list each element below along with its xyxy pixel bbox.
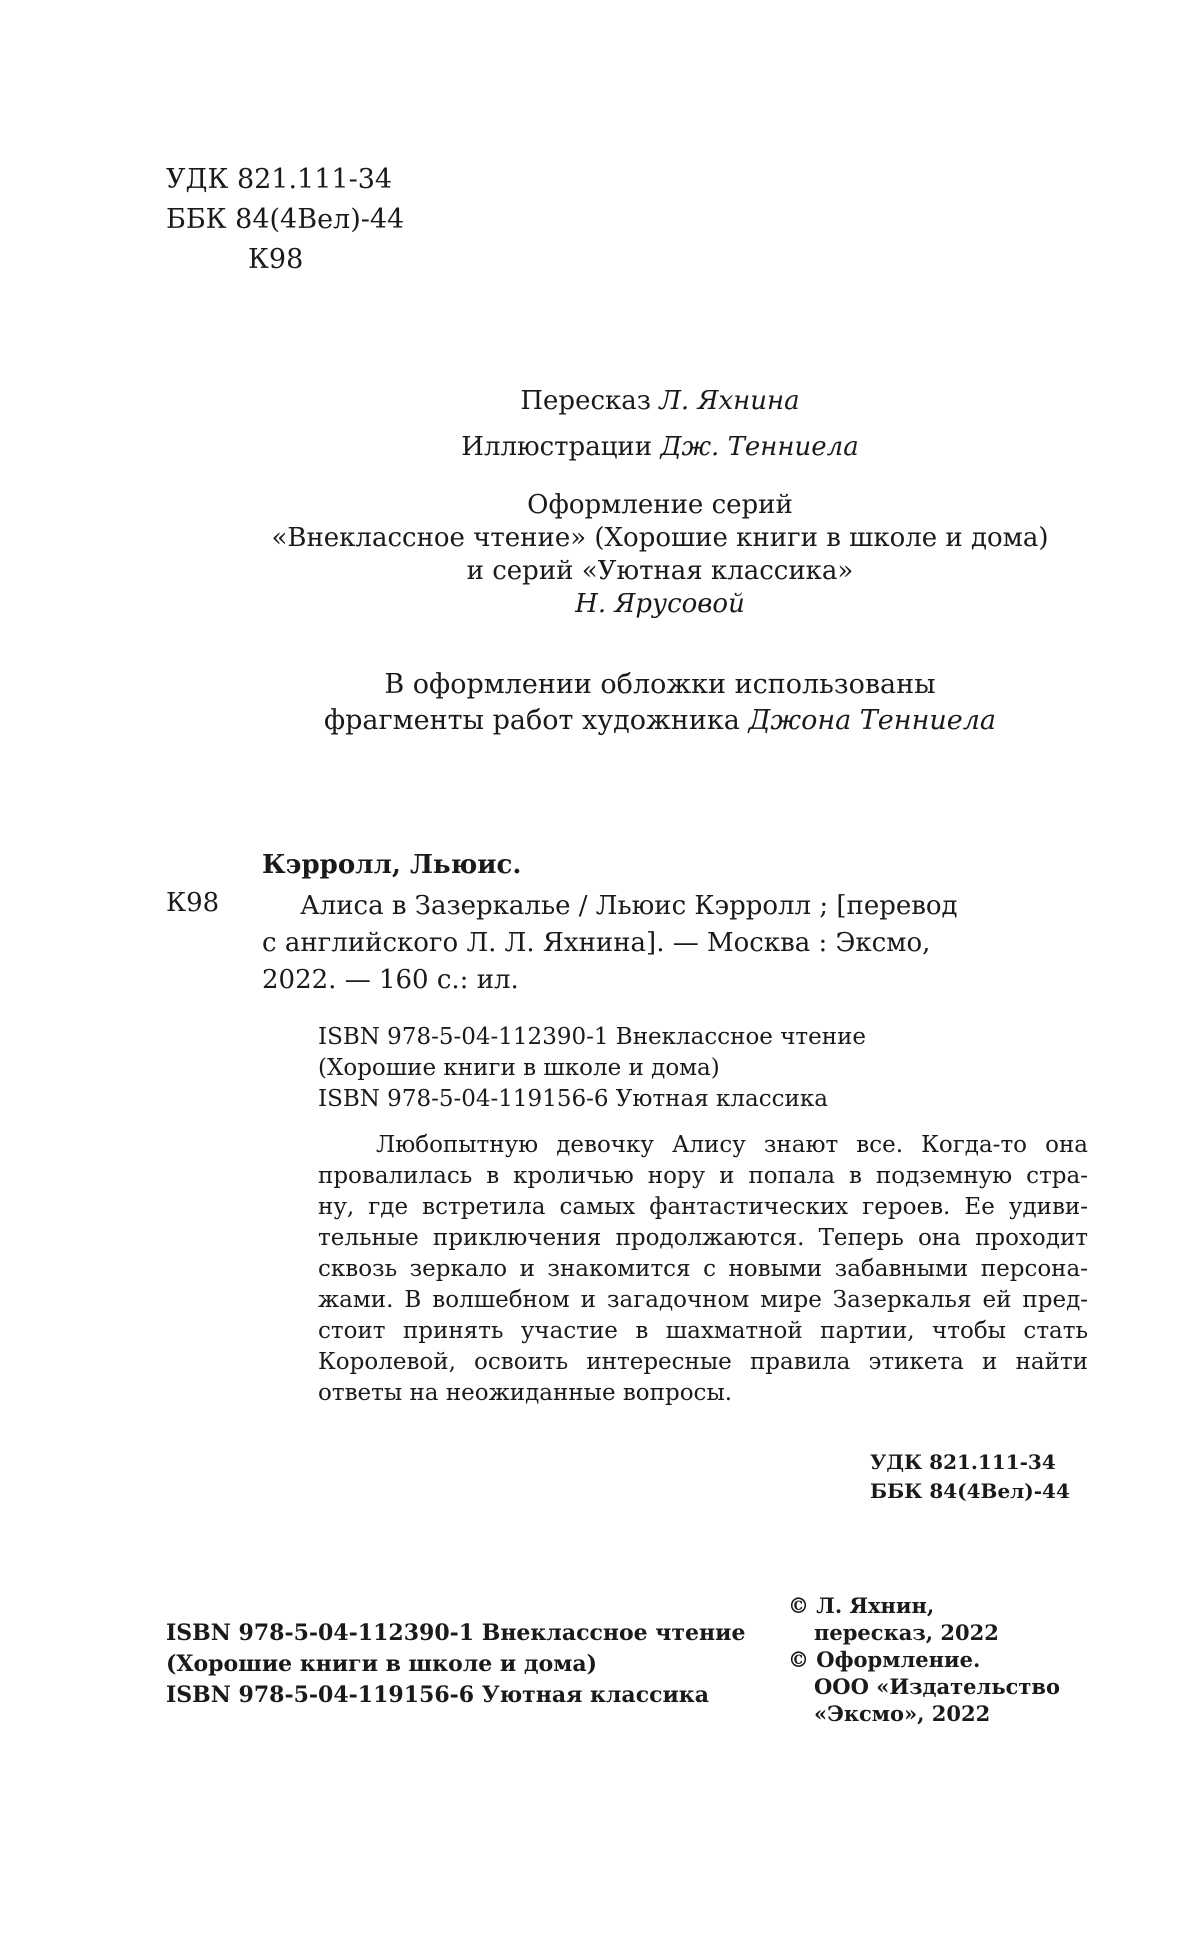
annotation-line: ну, где встретила самых фантастических героев. Ее удиви- — [318, 1194, 1088, 1220]
bbk-code: ББК 84(4Вел)-44 — [870, 1479, 1070, 1503]
isbn-line: ISBN 978-5-04-112390-1 Внеклассное чтение — [166, 1620, 746, 1646]
retelling-credit — [240, 385, 1080, 417]
cover-credit-text: фрагменты работ художника — [323, 705, 740, 736]
isbn-line: (Хорошие книги в школе и дома) — [318, 1055, 720, 1081]
copyright-notices — [788, 1592, 1060, 1727]
copyright-line: © Л. Яхнин, — [788, 1593, 935, 1618]
illustrations-credit — [240, 431, 1080, 463]
record-author-mark: К98 — [166, 888, 220, 918]
record-line: с английского Л. Л. Яхнина]. — Москва : Эксмо, — [262, 928, 931, 958]
isbn-list-bottom — [166, 1618, 745, 1711]
annotation-line: сквозь зеркало и знакомится с новыми забавными персона- — [318, 1256, 1088, 1282]
cover-credit — [240, 667, 1080, 739]
series-design-line: и серий «Уютная классика» — [466, 556, 854, 586]
annotation-line: жами. В волшебном и загадочном мире Зазеркалья ей пред- — [318, 1287, 1088, 1313]
udk-code: УДК 821.111-34 — [166, 164, 393, 195]
series-design-credit — [240, 489, 1080, 621]
retelling-name: Л. Яхнина — [659, 386, 800, 416]
annotation — [318, 1130, 1088, 1409]
classification-codes-top — [166, 160, 404, 280]
copyright-line: ООО «Издательство — [814, 1674, 1060, 1699]
annotation-line: тельные приключения продолжаются. Теперь она проходит — [318, 1225, 1088, 1251]
cover-artist-name: Джона Тенниела — [748, 705, 997, 736]
isbn-line: ISBN 978-5-04-112390-1 Внеклассное чтение — [318, 1024, 867, 1050]
isbn-list — [318, 1022, 866, 1115]
classification-codes-bottom — [870, 1448, 1070, 1506]
series-design-name: Н. Ярусовой — [575, 589, 745, 619]
series-design-line: «Внеклассное чтение» (Хорошие книги в школе и дома) — [271, 523, 1049, 553]
udk-code: УДК 821.111-34 — [870, 1450, 1056, 1474]
copyright-line: «Эксмо», 2022 — [814, 1701, 991, 1726]
retelling-label: Пересказ — [520, 386, 651, 416]
annotation-line: Любопытную девочку Алису знают все. Когда-то она — [376, 1132, 1088, 1158]
annotation-line: провалилась в кроличью нору и попала в подземную стра- — [318, 1163, 1088, 1189]
record-line: Алиса в Зазеркалье / Льюис Кэрролл ; [перевод — [300, 891, 958, 921]
annotation-line: Королевой, освоить интересные правила этикета и найти — [318, 1349, 1088, 1375]
bbk-code: ББК 84(4Вел)-44 — [166, 204, 405, 235]
isbn-line: ISBN 978-5-04-119156-6 Уютная классика — [166, 1682, 709, 1708]
isbn-line: (Хорошие книги в школе и дома) — [166, 1651, 597, 1677]
record-line: 2022. — 160 с.: ил. — [262, 965, 519, 995]
author-mark: К98 — [248, 244, 304, 275]
cover-credit-line: В оформлении обложки использованы — [384, 669, 936, 700]
isbn-line: ISBN 978-5-04-119156-6 Уютная классика — [318, 1086, 828, 1112]
illustrations-label: Иллюстрации — [461, 432, 653, 462]
cover-credit-line — [240, 703, 1080, 739]
annotation-line: ответы на неожиданные вопросы. — [318, 1380, 733, 1406]
series-design-line: Оформление серий — [527, 490, 793, 520]
bibliographic-record — [262, 888, 1087, 999]
copyright-line: пересказ, 2022 — [814, 1620, 999, 1645]
author-heading: Кэрролл, Льюис. — [262, 850, 522, 880]
illustrations-name: Дж. Тенниела — [660, 432, 859, 462]
copyright-line: © Оформление. — [788, 1647, 981, 1672]
annotation-line: стоит принять участие в шахматной партии, чтобы стать — [318, 1318, 1088, 1344]
